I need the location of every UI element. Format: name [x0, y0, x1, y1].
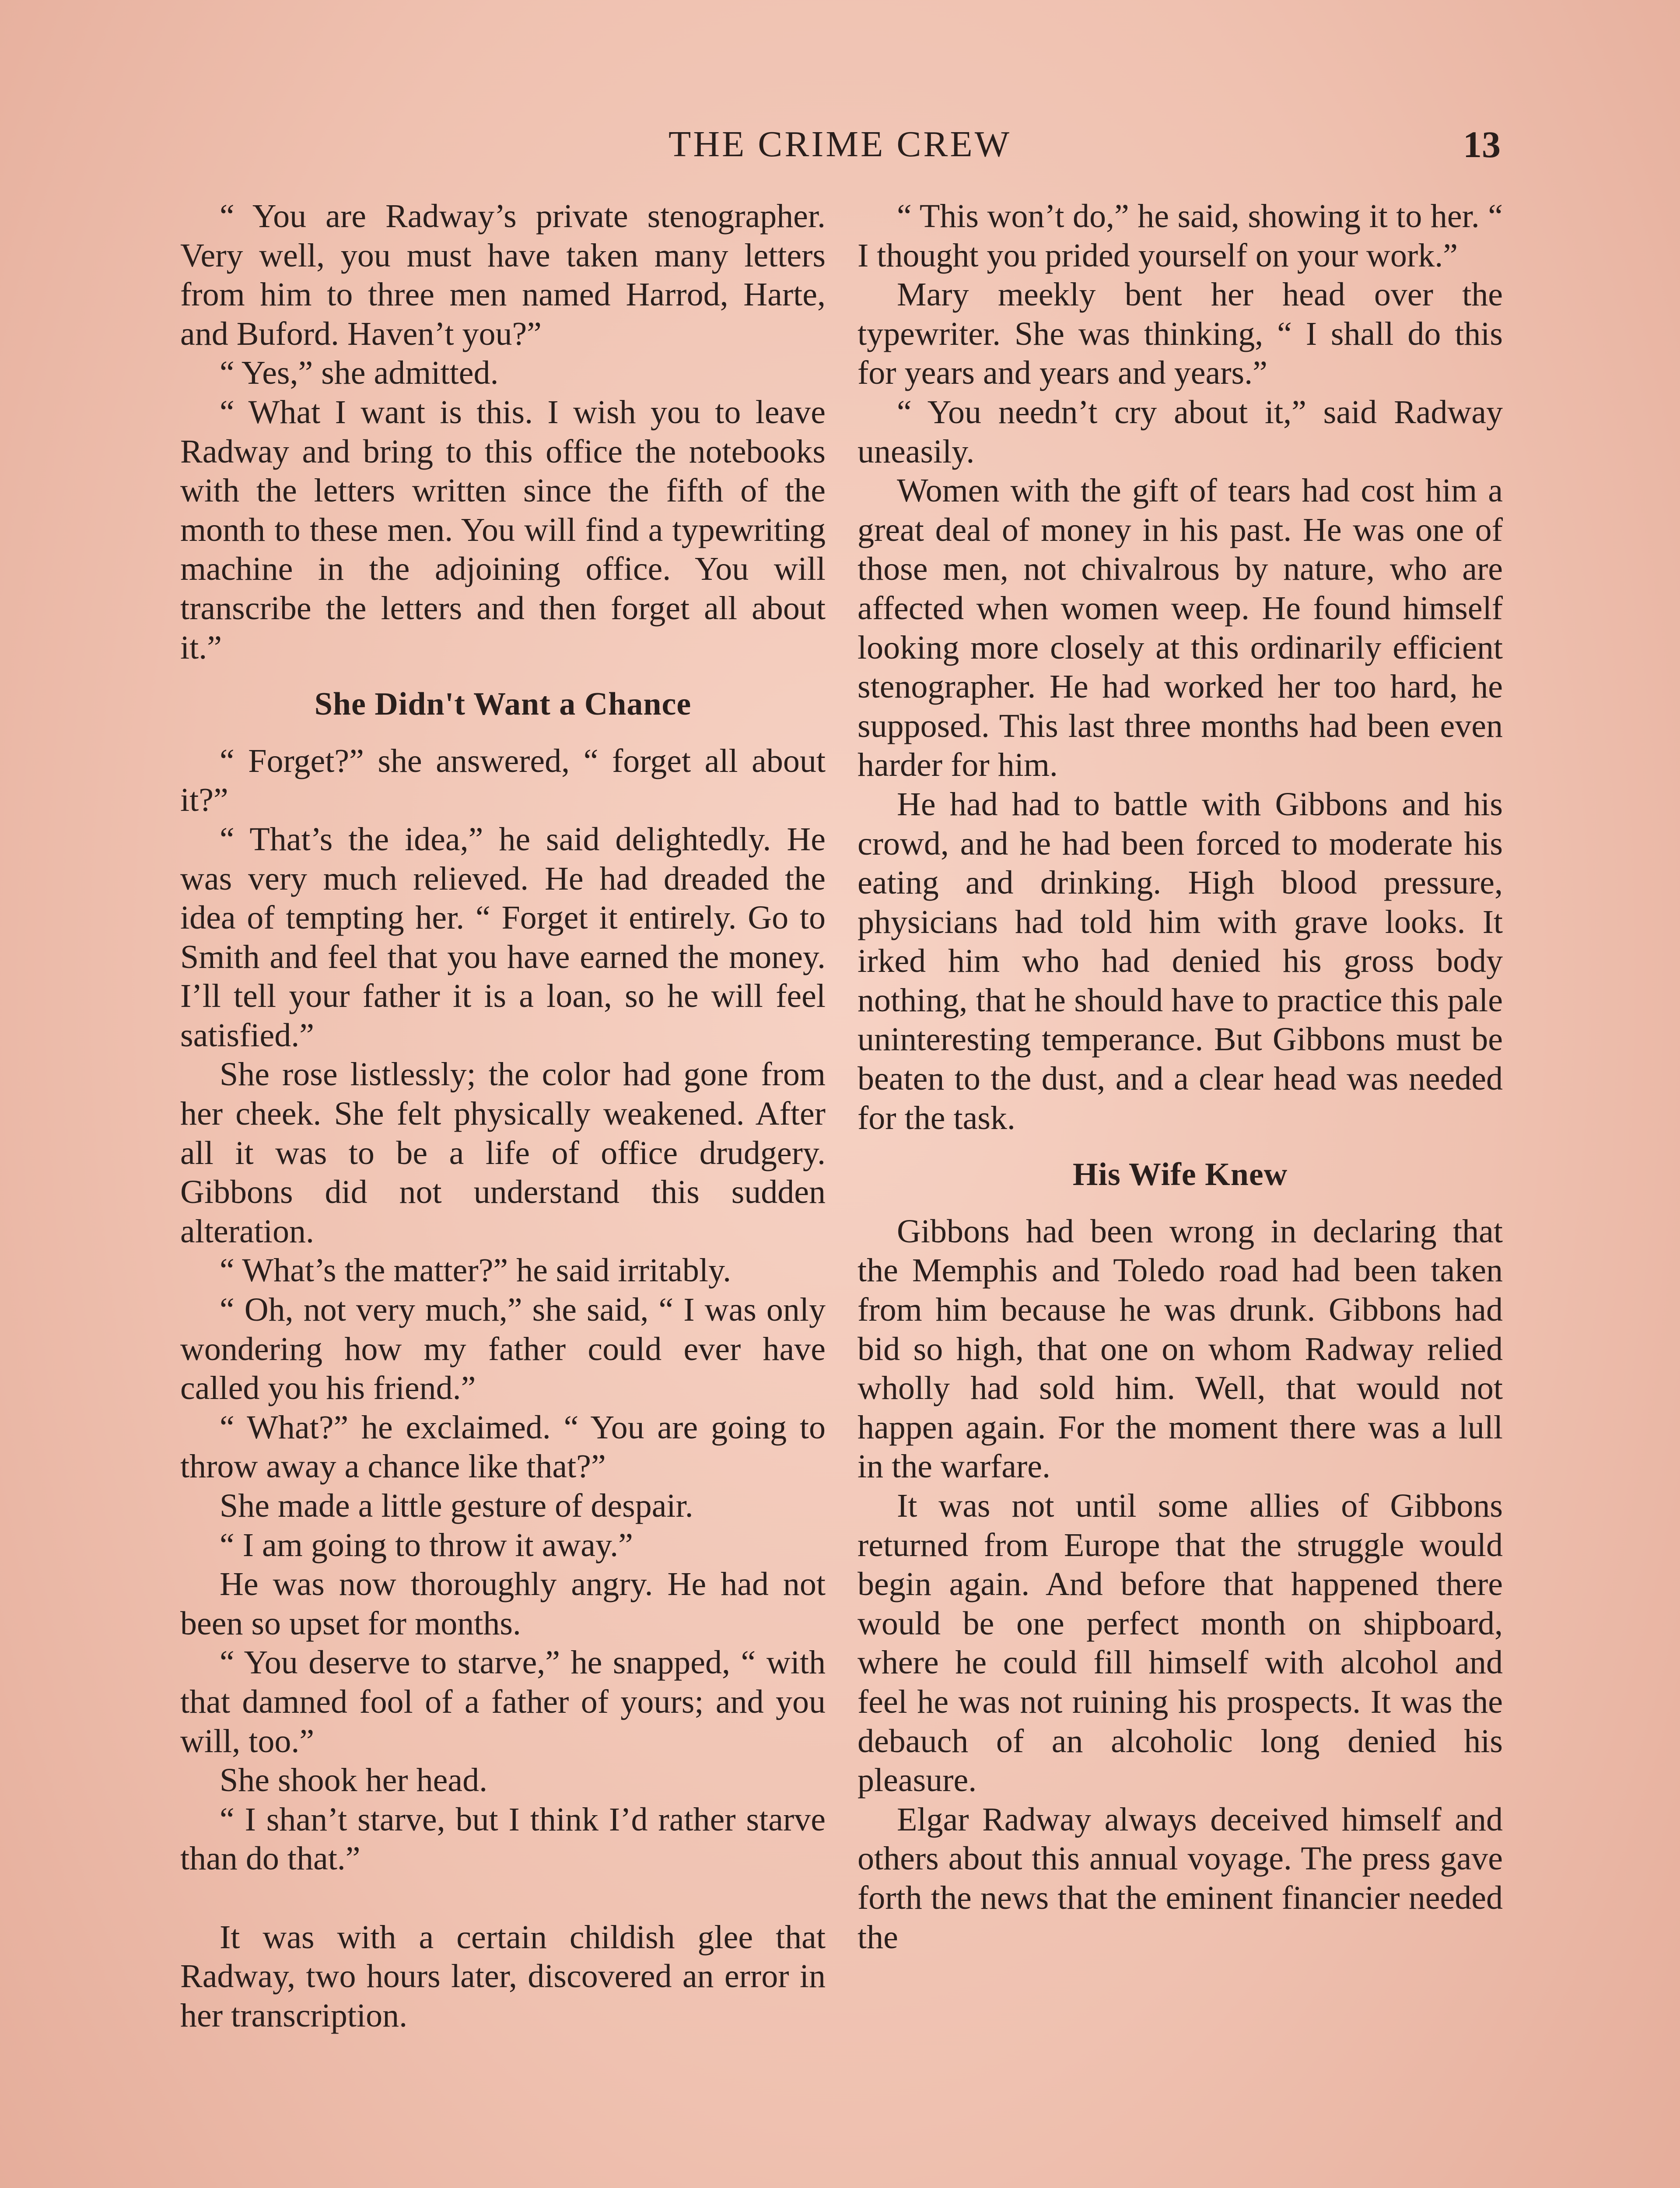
paragraph: It was not until some allies of Gibbons returned from Europe that the struggle would begin again. And before that happened there would be one perfect month on shipboard, where he could fill himself with alcohol and feel he was not ruining his prospects. It was the debauch of an alcoholic long denied his pleasure.: [858, 1487, 1503, 1799]
paragraph: Women with the gift of tears had cost him a great deal of money in his past. He was one of those men, not chivalrous by nature, who are affected when women weep. He found himself looking more closely at this ordinarily efficient stenographer. He had worked her too hard, he supposed. This last three months had been even harder for him.: [858, 472, 1503, 784]
paragraph: Gibbons had been wrong in declaring that the Memphis and Toledo road had been taken from him because he was drunk. Gibbons had bid so high, that one on whom Radway relied wholly had sold him. Well, that would not happen again. For the moment there was a lull in the warfare.: [858, 1213, 1503, 1485]
paragraph: She shook her head.: [220, 1762, 488, 1799]
paragraph: “ What?” he exclaimed. “ You are going to throw away a chance like that?”: [180, 1409, 826, 1485]
paragraph: “ You deserve to starve,” he snapped, “ with that damned fool of a father of yours; and you will, too.”: [180, 1644, 826, 1760]
paragraph: “ Yes,” she admitted.: [220, 354, 499, 392]
paragraph: “ I shan’t starve, but I think I’d rather starve than do that.”: [180, 1801, 826, 1877]
paragraph: “ That’s the idea,” he said delightedly. He was very much relieved. He had dreaded the idea of tempting her. “ Forget it entirely. Go to Smith and feel that you have earned the money. I’ll tell your father it is a loan, so he will feel satisfied.”: [180, 820, 826, 1054]
paragraph: Mary meekly bent her head over the typewriter. She was thinking, “ I shall do this for years and years and years.”: [858, 276, 1503, 392]
paragraph: “ This won’t do,” he said, showing it to her. “ I thought you prided yourself on your work.”: [858, 198, 1503, 274]
paragraph: He had had to battle with Gibbons and his crowd, and he had been forced to moderate his eating and drinking. High blood pressure, physicians had told him with grave looks. It irked him who had denied his gross body nothing, that he should have to practice this pale uninteresting temperance. But Gibbons must be beaten to the dust, and a clear head was needed for the task.: [858, 785, 1503, 1136]
paragraph: “ What’s the matter?” he said irritably.: [220, 1252, 732, 1289]
paragraph: She made a little gesture of despair.: [220, 1487, 693, 1524]
paragraph: “ What I want is this. I wish you to leave Radway and bring to this office the notebooks with the letters written since the fifth of the month to these men. You will find a typewriting machine in the adjoining office. You will transcribe the letters and then forget all about it.”: [180, 393, 826, 666]
section-break: [180, 1879, 826, 1918]
paragraph: “ Forget?” she answered, “ forget all about it?”: [180, 742, 826, 819]
paragraph: “ You are Radway’s private stenographer. Very well, you must have taken many letters from him to three men named Harrod, Harte, and Buford. Haven’t you?”: [180, 198, 826, 352]
paragraph: “ Oh, not very much,” she said, “ I was only wondering how my father could ever have called you his friend.”: [180, 1291, 826, 1407]
section-heading: His Wife Knew: [1072, 1157, 1288, 1193]
paragraph: Elgar Radway always deceived himself and others about this annual voyage. The press gave forth the news that the eminent financier needed the: [858, 1801, 1503, 1956]
left-column: [180, 197, 826, 2188]
page-number: 13: [1463, 123, 1501, 165]
paragraph: “ You needn’t cry about it,” said Radway uneasily.: [858, 393, 1503, 470]
paragraph: “ I am going to throw it away.”: [220, 1526, 633, 1564]
running-head: THE CRIME CREW: [668, 124, 1012, 165]
paragraph: She rose listlessly; the color had gone from her cheek. She felt physically weakened. After all it was to be a life of office drudgery. Gibbons did not understand this sudden alteration.: [180, 1056, 826, 1250]
page-header: [0, 120, 1680, 168]
right-column: [858, 197, 1503, 2188]
paragraph: It was with a certain childish glee that Radway, two hours later, discovered an error in her transcription.: [180, 1918, 826, 2034]
paragraph: He was now thoroughly angry. He had not been so upset for months.: [180, 1566, 826, 1642]
section-heading: She Didn't Want a Chance: [314, 686, 692, 722]
